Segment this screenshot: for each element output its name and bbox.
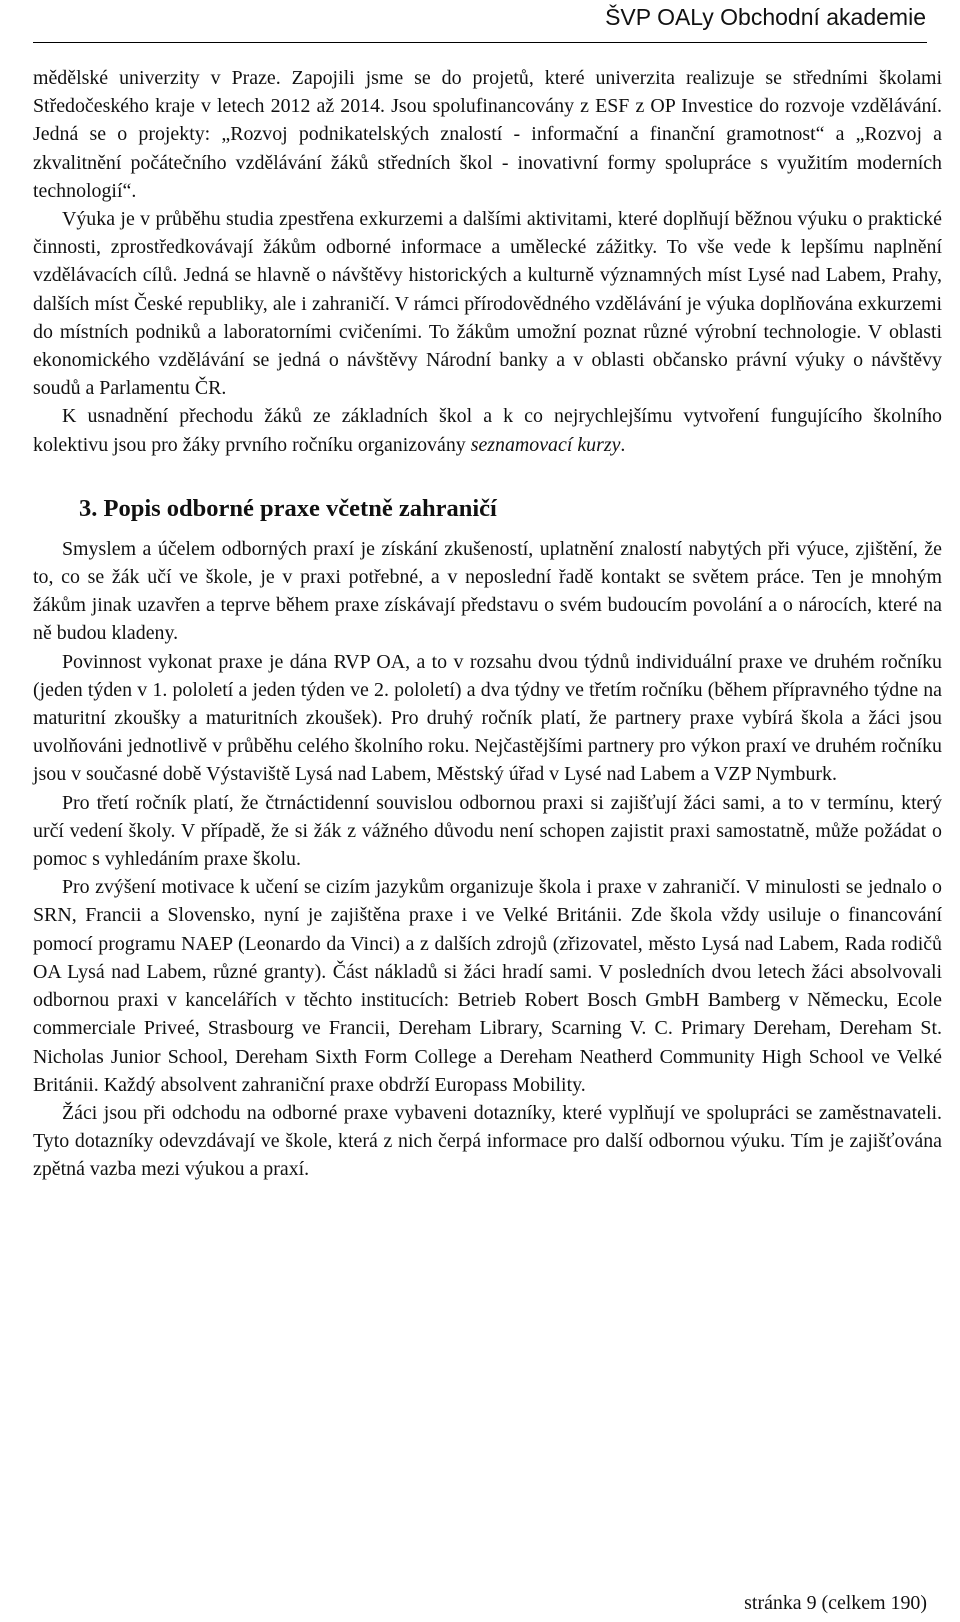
- page-header: ŠVP OALy Obchodní akademie: [605, 4, 926, 30]
- paragraph-excursions: Výuka je v průběhu studia zpestřena exkurzemi a dalšími aktivitami, které doplňují běžnou výuku o praktické činnosti, zprostředkovávají žákům odborné informace a umělecké zážitky. To vše vede k lepšímu naplnění vzdělávacích cílů. Jedná se hlavně o návštěvy historických a kulturně významných míst Lysé nad Labem, Prahy, dalších míst České republiky, ale i zahraničí. V rámci přírodovědného vzdělávání je výuka doplňována exkurzemi do místních podniků a laboratorními cvičeními. To žákům umožní poznat různé výrobní technologie. V oblasti ekonomického vzdělávání se jedná o návštěvy Národní banky a v oblasti občansko právní výuky o návštěvy soudů a Parlamentu ČR.: [33, 208, 942, 400]
- orientation-courses-term: seznamovací kurzy: [470, 433, 621, 456]
- header-divider: [33, 42, 927, 43]
- paragraph-third-year: Pro třetí ročník platí, že čtrnáctidenní souvislou odbornou praxi si zajišťují žáci sami, a to v termínu, který určí vedení školy. V případě, že si žák z vážného důvodu není schopen zajistit praxi samostatně, může požádat o pomoc s vyhledáním praxe školu.: [33, 791, 942, 871]
- paragraph-orientation-text: K usnadnění přechodu žáků ze základních škol a k co nejrychlejšímu vytvoření fungujícího školního kolektivu jsou pro žáky prvního ročníku organizovány: [33, 405, 942, 456]
- document-body: [33, 64, 942, 1184]
- page-number: stránka 9 (celkem 190): [744, 1592, 927, 1614]
- section-heading: 3. Popis odborné praxe včetně zahraničí: [79, 494, 497, 522]
- paragraph-practice-purpose: Smyslem a účelem odborných praxí je získání zkušeností, uplatnění znalostí nabytých při výuce, zjištění, že to, co se žák učí ve škole, je v praxi potřebné, a v neposlední řadě kontakt se světem práce. Ten je mnohým žákům jinak uzavřen a teprve během praxe získávají představu o svém budoucím povolání a o nárocích, které na ně budou kladeny.: [33, 537, 942, 645]
- paragraph-university-projects: mědělské univerzity v Praze. Zapojili jsme se do projetů, které univerzita realizuje se středními školami Středočeského kraje v letech 2012 až 2014. Jsou spolufinancovány z ESF z OP Investice do rozvoje vzdělávání. Jedná se o projekty: „Rozvoj podnikatelských znalostí - informační a finanční gramotnost“ a „Rozvoj a zkvalitnění počátečního vzdělávání žáků středních škol - inovativní formy spolupráce s využitím moderních technologií“.: [33, 67, 942, 202]
- paragraph-practice-obligation: Povinnost vykonat praxe je dána RVP OA, a to v rozsahu dvou týdnů individuální praxe ve druhém ročníku (jeden týden v 1. pololetí a jeden týden ve 2. pololetí) a dva týdny ve třetím ročníku (během přípravného týdne na maturitní zkoušky a maturitních zkoušek). Pro druhý ročník platí, že partnery praxe vybírá škola a žáci jsou uvolňováni jednotlivě v průběhu celého školního roku. Nejčastějšími partnery pro výkon praxí ve druhém ročníku jsou v současné době Výstaviště Lysá nad Labem, Městský úřad v Lysé nad Labem a VZP Nymburk.: [33, 650, 942, 786]
- paragraph-orientation-courses: [33, 402, 942, 458]
- paragraph-orientation-end: .: [620, 433, 626, 456]
- paragraph-questionnaires: Žáci jsou při odchodu na odborné praxe vybaveni dotazníky, které vyplňují ve spolupráci se zaměstnavateli. Tyto dotazníky odevzdávají ve škole, která z nich čerpá informace pro další odbornou výuku. Tím je zajišťována zpětná vazba mezi výukou a praxí.: [33, 1101, 942, 1181]
- paragraph-abroad-practice: Pro zvýšení motivace k učení se cizím jazykům organizuje škola i praxe v zahraničí. V minulosti se jednalo o SRN, Francii a Slovensko, nyní je zajištěna praxe i ve Velké Británii. Zde škola vždy usiluje o financování pomocí programu NAEP (Leonardo da Vinci) a z dalších zdrojů (zřizovatel, město Lysá nad Labem, Rada rodičů OA Lysá nad Labem, různé granty). Část nákladů si žáci hradí sami. V posledních dvou letech žáci absolvovali odbornou praxi v kancelářích v těchto institucích: Betrieb Robert Bosch GmbH Bamberg v Německu, Ecole commerciale Priveé, Strasbourg ve Francii, Dereham Library, Scarning V. C. Primary Dereham, Dereham St. Nicholas Junior School, Dereham Sixth Form College a Dereham Neatherd Community High School ve Velké Británii. Každý absolvent zahraniční praxe obdrží Europass Mobility.: [33, 876, 942, 1096]
